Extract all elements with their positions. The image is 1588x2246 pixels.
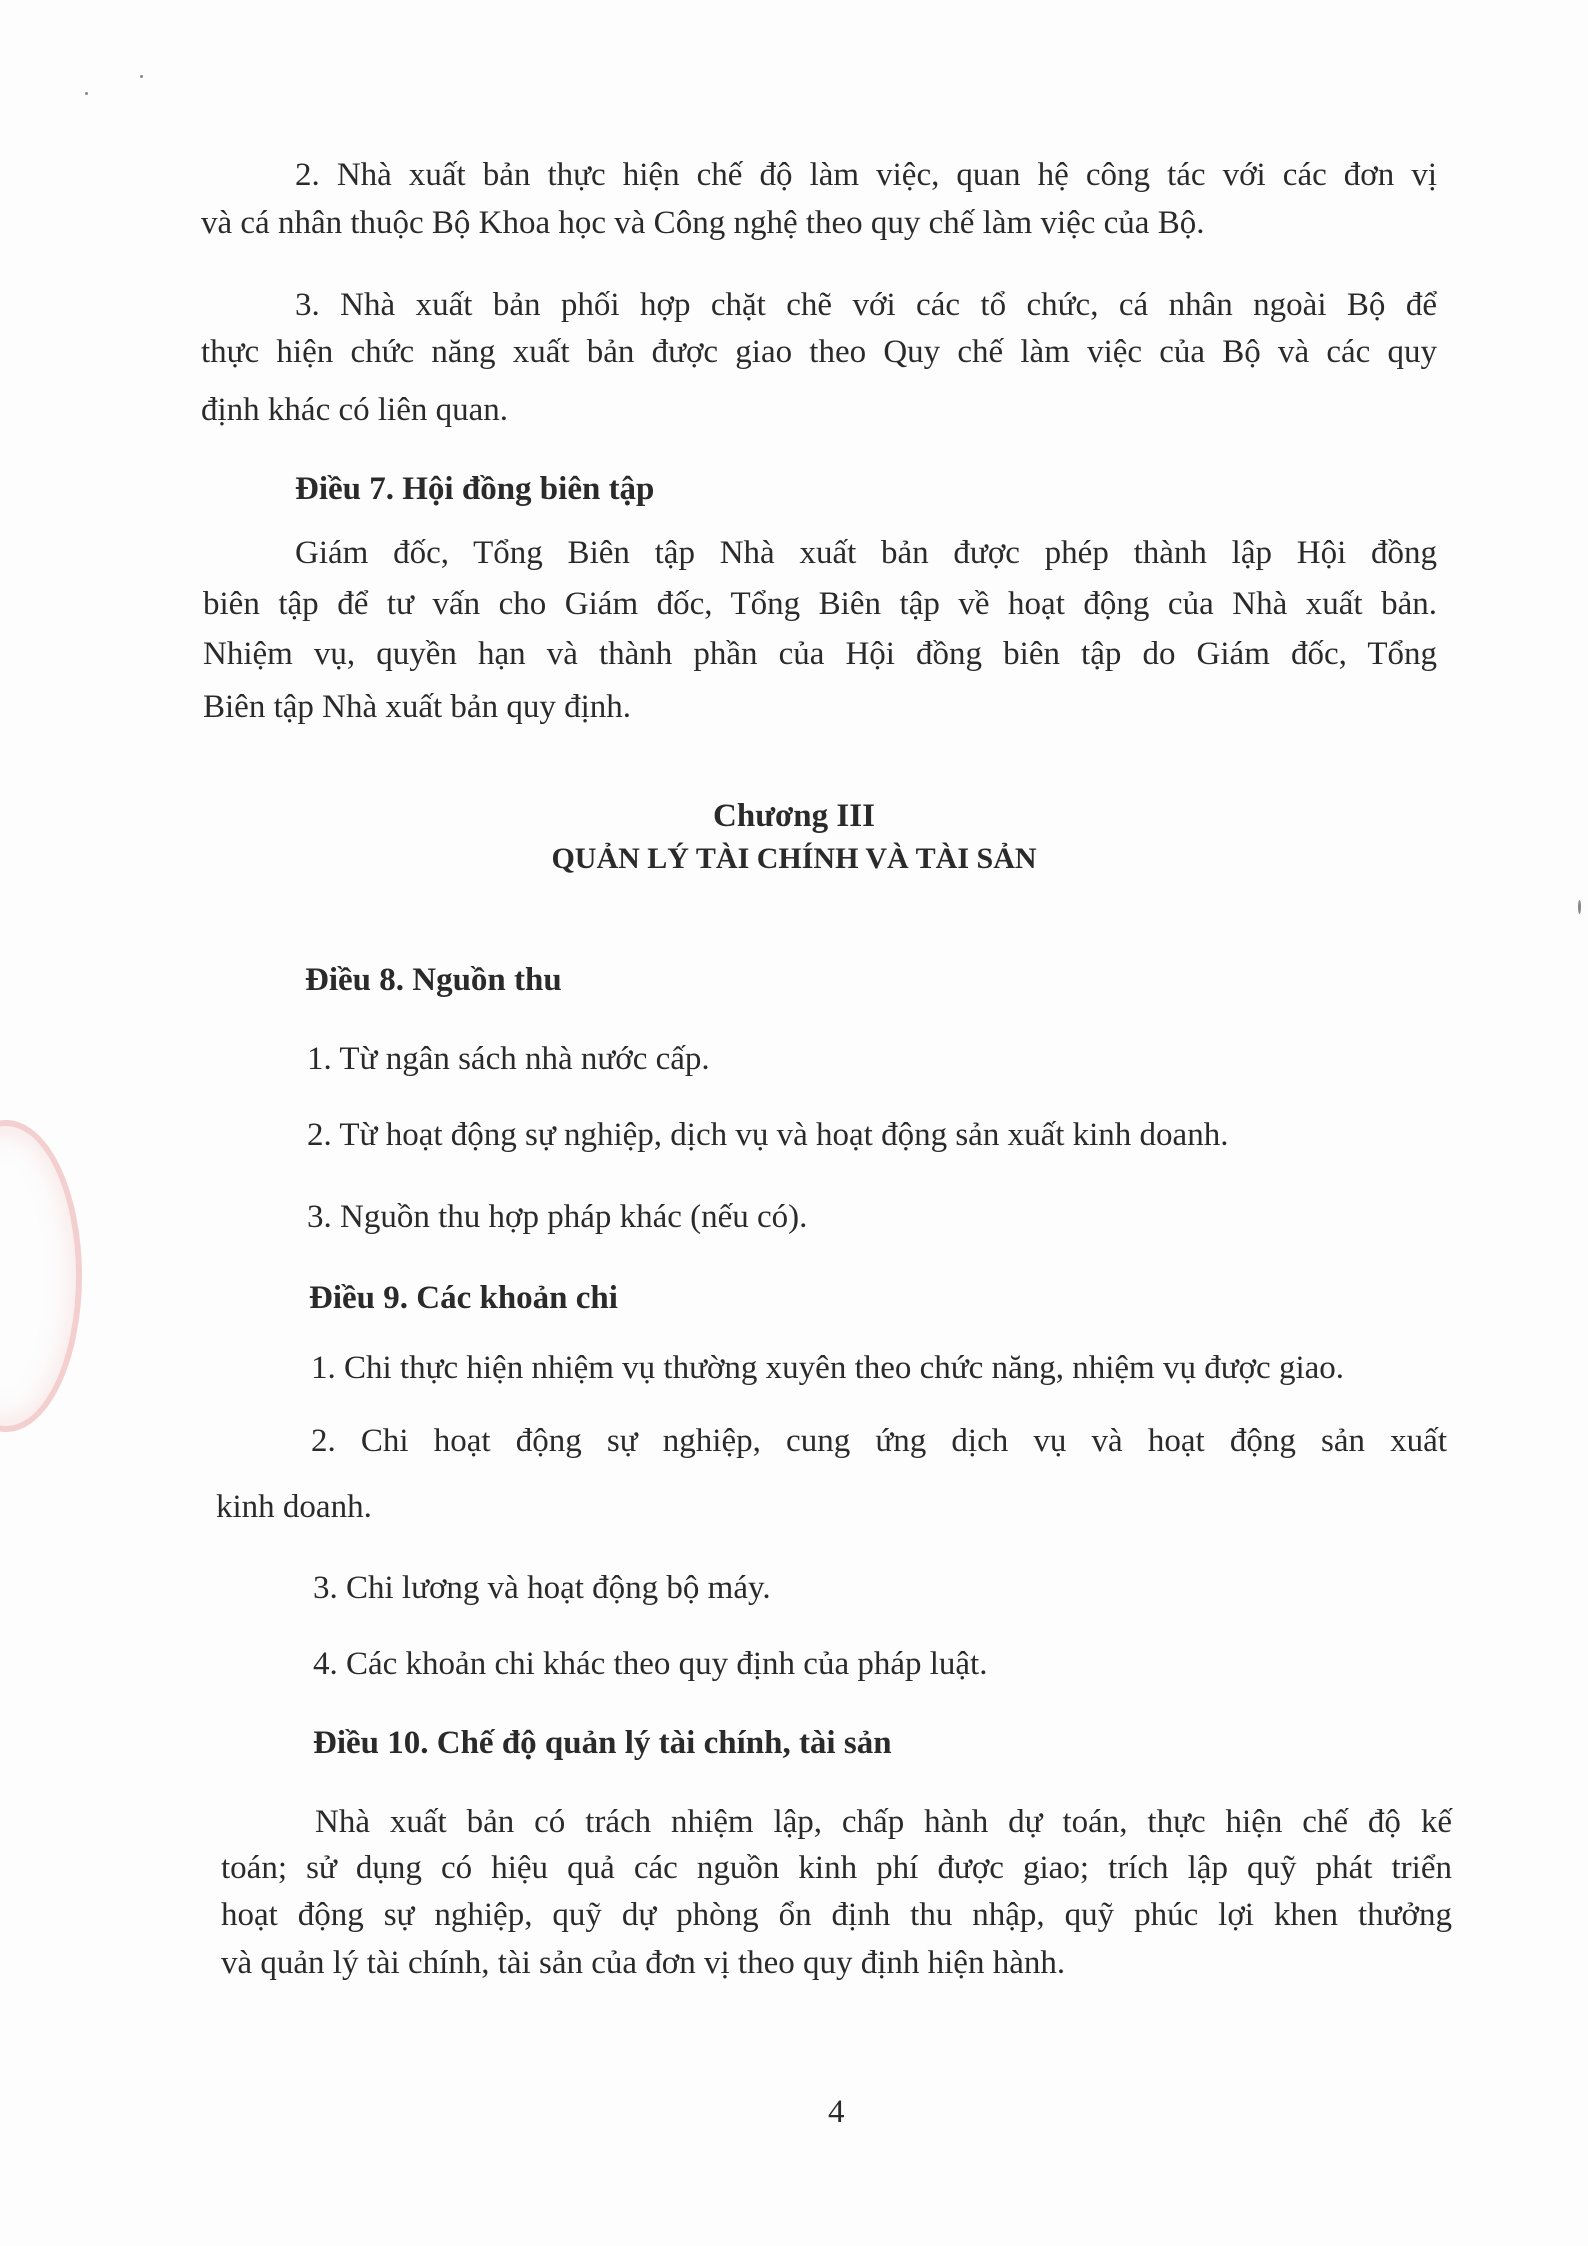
- article-9-heading: Điều 9. Các khoản chi: [309, 1280, 618, 1316]
- paragraph-line: Nhà xuất bản có trách nhiệm lập, chấp hành dự toán, thực hiện chế độ kế: [315, 1804, 1452, 1840]
- paragraph-line: Giám đốc, Tổng Biên tập Nhà xuất bản được phép thành lập Hội đồng: [295, 535, 1437, 571]
- list-item: 2. Từ hoạt động sự nghiệp, dịch vụ và hoạt động sản xuất kinh doanh.: [307, 1117, 1229, 1153]
- scan-speck: [1578, 900, 1581, 914]
- page-number: 4: [828, 2094, 845, 2130]
- list-item: kinh doanh.: [216, 1489, 372, 1525]
- paragraph-line: định khác có liên quan.: [201, 392, 508, 428]
- list-item: 3. Nguồn thu hợp pháp khác (nếu có).: [307, 1199, 808, 1235]
- chapter-number: Chương III: [713, 798, 875, 834]
- scan-speck: [140, 75, 143, 78]
- article-10-heading: Điều 10. Chế độ quản lý tài chính, tài sản: [313, 1725, 892, 1761]
- paragraph-line: và quản lý tài chính, tài sản của đơn vị theo quy định hiện hành.: [221, 1945, 1066, 1981]
- paragraph-line: Biên tập Nhà xuất bản quy định.: [203, 689, 632, 725]
- red-stamp-fragment: [0, 1120, 82, 1432]
- list-item: 3. Chi lương và hoạt động bộ máy.: [313, 1570, 771, 1606]
- paragraph-line: hoạt động sự nghiệp, quỹ dự phòng ổn định thu nhập, quỹ phúc lợi khen thưởng: [221, 1897, 1452, 1933]
- article-8-heading: Điều 8. Nguồn thu: [305, 962, 562, 998]
- paragraph-line: và cá nhân thuộc Bộ Khoa học và Công nghệ theo quy chế làm việc của Bộ.: [201, 205, 1205, 241]
- chapter-title: QUẢN LÝ TÀI CHÍNH VÀ TÀI SẢN: [551, 842, 1037, 875]
- list-item: 2. Chi hoạt động sự nghiệp, cung ứng dịch vụ và hoạt động sản xuất: [311, 1423, 1447, 1459]
- list-item: 1. Từ ngân sách nhà nước cấp.: [307, 1041, 710, 1077]
- paragraph-line: 3. Nhà xuất bản phối hợp chặt chẽ với các tổ chức, cá nhân ngoài Bộ để: [295, 287, 1437, 323]
- scan-speck: [85, 92, 88, 95]
- list-item: 4. Các khoản chi khác theo quy định của pháp luật.: [313, 1646, 988, 1682]
- paragraph-line: 2. Nhà xuất bản thực hiện chế độ làm việc, quan hệ công tác với các đơn vị: [295, 157, 1437, 193]
- paragraph-line: thực hiện chức năng xuất bản được giao theo Quy chế làm việc của Bộ và các quy: [201, 334, 1437, 370]
- list-item: 1. Chi thực hiện nhiệm vụ thường xuyên theo chức năng, nhiệm vụ được giao.: [311, 1350, 1345, 1386]
- article-7-heading: Điều 7. Hội đồng biên tập: [295, 471, 655, 507]
- paragraph-line: toán; sử dụng có hiệu quả các nguồn kinh phí được giao; trích lập quỹ phát triển: [221, 1850, 1452, 1886]
- paragraph-line: biên tập để tư vấn cho Giám đốc, Tổng Biên tập về hoạt động của Nhà xuất bản.: [203, 586, 1437, 622]
- paragraph-line: Nhiệm vụ, quyền hạn và thành phần của Hội đồng biên tập do Giám đốc, Tổng: [203, 636, 1437, 672]
